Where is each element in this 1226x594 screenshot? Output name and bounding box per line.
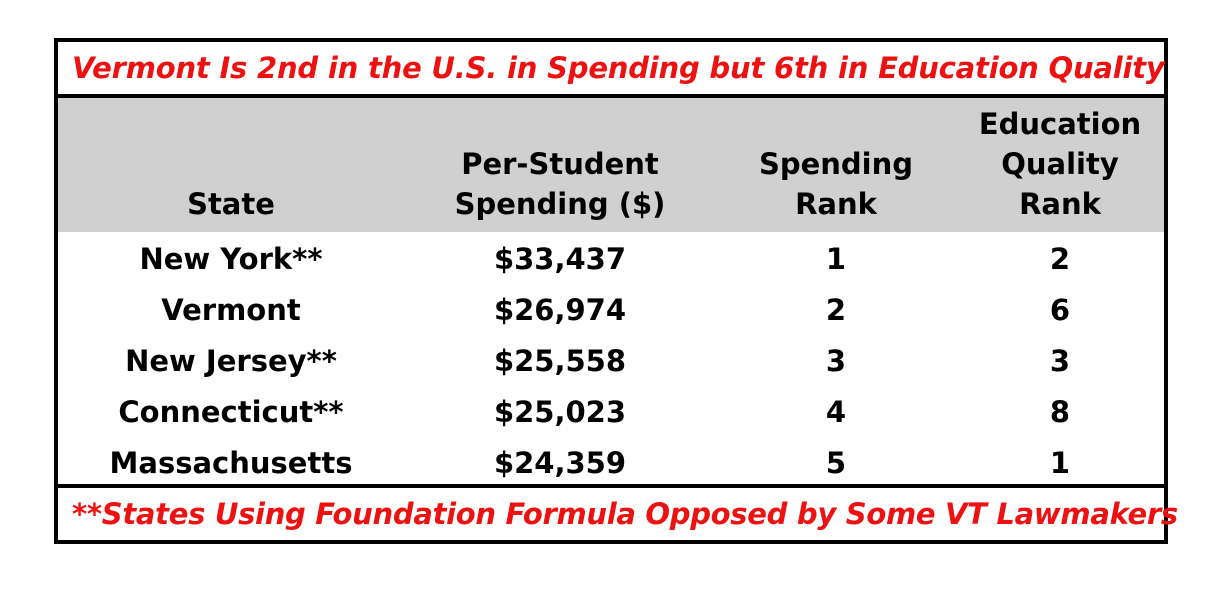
header-education-quality-rank: Education Quality Rank [978,107,1142,221]
header-spending-rank: Spending Rank [758,147,914,221]
cell-spending-rank: 1 [825,242,847,276]
title-bar [58,42,1164,98]
footnote: **States Using Foundation Formula Opposed by Some VT Lawmakers [72,497,1178,531]
cell-state: Massachusetts [109,446,353,480]
cell-state: Connecticut** [118,395,344,429]
cell-spending-rank: 5 [825,446,847,480]
table-title: Vermont Is 2nd in the U.S. in Spending but 6th in Education Quality [72,51,1165,85]
header-per-student-spending: Per-Student Spending ($) [454,147,666,221]
cell-state: Vermont [161,293,301,327]
table-body [58,236,1164,491]
cell-quality-rank: 8 [1049,395,1071,429]
cell-spending: $24,359 [493,446,627,480]
header-state: State [187,187,275,221]
data-table [54,38,1178,544]
cell-state: New Jersey** [125,344,337,378]
cell-spending-rank: 4 [825,395,847,429]
cell-quality-rank: 6 [1049,293,1071,327]
footnote-bar [58,484,1178,540]
table-row [58,287,1164,338]
cell-spending-rank: 2 [825,293,847,327]
cell-spending-rank: 3 [825,344,847,378]
cell-quality-rank: 3 [1049,344,1071,378]
cell-state: New York** [139,242,323,276]
table-row [58,236,1164,287]
cell-spending: $26,974 [493,293,627,327]
table-row [58,389,1164,440]
cell-quality-rank: 1 [1049,446,1071,480]
cell-spending: $25,023 [493,395,627,429]
cell-spending: $25,558 [493,344,627,378]
header-row [58,98,1164,232]
cell-spending: $33,437 [493,242,627,276]
cell-quality-rank: 2 [1049,242,1071,276]
table-row [58,338,1164,389]
